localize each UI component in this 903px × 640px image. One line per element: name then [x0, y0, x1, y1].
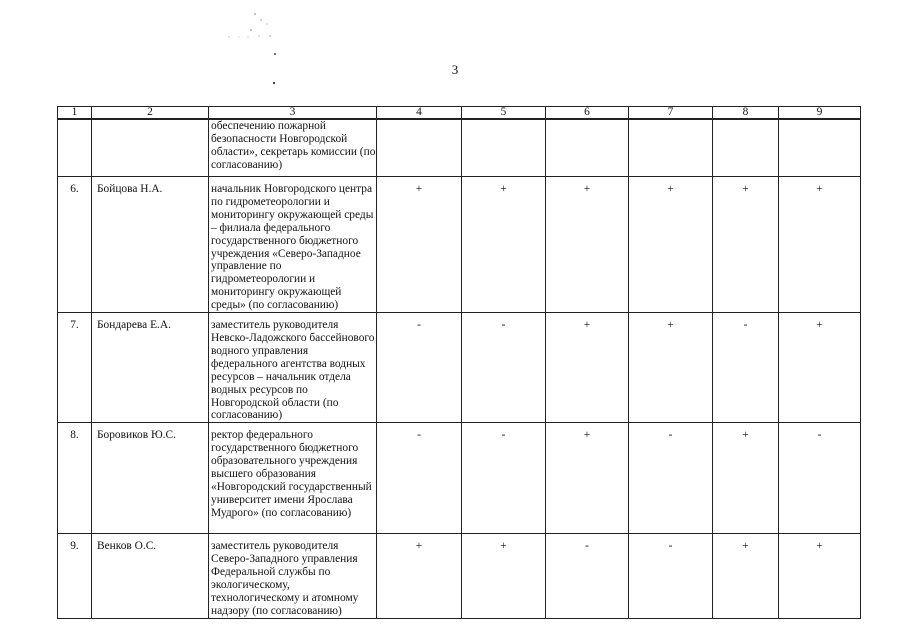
participation-mark: [462, 119, 546, 177]
participation-mark: +: [546, 177, 629, 313]
participation-mark: +: [377, 177, 462, 313]
table-row: [58, 534, 861, 618]
column-number: 9: [779, 107, 861, 120]
participation-mark: +: [629, 177, 713, 313]
participation-mark: -: [462, 313, 546, 423]
column-number: 8: [713, 107, 779, 120]
participation-mark: +: [779, 534, 861, 618]
participation-mark: +: [546, 423, 629, 534]
participation-mark: -: [462, 423, 546, 534]
scan-noise-dots: [215, 10, 285, 90]
participation-mark: -: [377, 423, 462, 534]
row-number: 8.: [58, 423, 92, 534]
participation-mark: +: [713, 177, 779, 313]
participation-mark: -: [629, 423, 713, 534]
row-number: 7.: [58, 313, 92, 423]
member-name: Бондарева Е.А.: [92, 313, 209, 423]
participation-mark: [377, 119, 462, 177]
member-name: Венков О.С.: [92, 534, 209, 618]
participation-mark: [629, 119, 713, 177]
member-position: заместитель руководителя Северо-Западного управления Федеральной службы по экологическому, технологическому и атомному надзору (по согласованию): [209, 534, 377, 618]
member-position: ректор федерального государственного бюджетного образовательного учреждения высшего образования «Новгородский государственный университет имени Ярослава Мудрого» (по согласованию): [209, 423, 377, 534]
participation-mark: +: [462, 534, 546, 618]
participation-mark: +: [713, 423, 779, 534]
member-name: Бойцова Н.А.: [92, 177, 209, 313]
participation-mark: +: [779, 177, 861, 313]
column-number: 5: [462, 107, 546, 120]
table-row: [58, 119, 861, 177]
member-position: начальник Новгородского центра по гидрометеорологии и мониторингу окружающей среды – филиала федерального государственного бюджетного учреждения «Северо-Западное управление по гидрометеорологии и мониторингу окружающей среды» (по согласованию): [209, 177, 377, 313]
participation-mark: -: [779, 423, 861, 534]
column-number: 2: [92, 107, 209, 120]
column-number: 6: [546, 107, 629, 120]
table-row: [58, 313, 861, 423]
member-position: заместитель руководителя Невско-Ладожского бассейнового водного управления федерального агентства водных ресурсов – начальник отдела водных ресурсов по Новгородской области (по согласованию): [209, 313, 377, 423]
column-number: 7: [629, 107, 713, 120]
table-row: [58, 177, 861, 313]
column-number: 4: [377, 107, 462, 120]
table-row: [58, 423, 861, 534]
member-position: обеспечению пожарной безопасности Новгородской области», секретарь комиссии (по согласованию): [209, 119, 377, 177]
column-number: 1: [58, 107, 92, 120]
participation-mark: +: [377, 534, 462, 618]
participation-mark: +: [629, 313, 713, 423]
participation-mark: +: [713, 534, 779, 618]
participation-mark: +: [546, 313, 629, 423]
column-number: 3: [209, 107, 377, 120]
member-name: Боровиков Ю.С.: [92, 423, 209, 534]
column-number-row: [58, 107, 861, 120]
participation-mark: -: [629, 534, 713, 618]
participation-mark: +: [779, 313, 861, 423]
page-number: 3: [451, 62, 459, 77]
participation-mark: [546, 119, 629, 177]
participation-mark: [713, 119, 779, 177]
row-number: [58, 119, 92, 177]
participation-mark: [779, 119, 861, 177]
row-number: 6.: [58, 177, 92, 313]
row-number: 9.: [58, 534, 92, 618]
participation-mark: +: [462, 177, 546, 313]
member-name: [92, 119, 209, 177]
participants-table: [57, 106, 861, 619]
participation-mark: -: [546, 534, 629, 618]
participation-mark: -: [377, 313, 462, 423]
participation-mark: -: [713, 313, 779, 423]
